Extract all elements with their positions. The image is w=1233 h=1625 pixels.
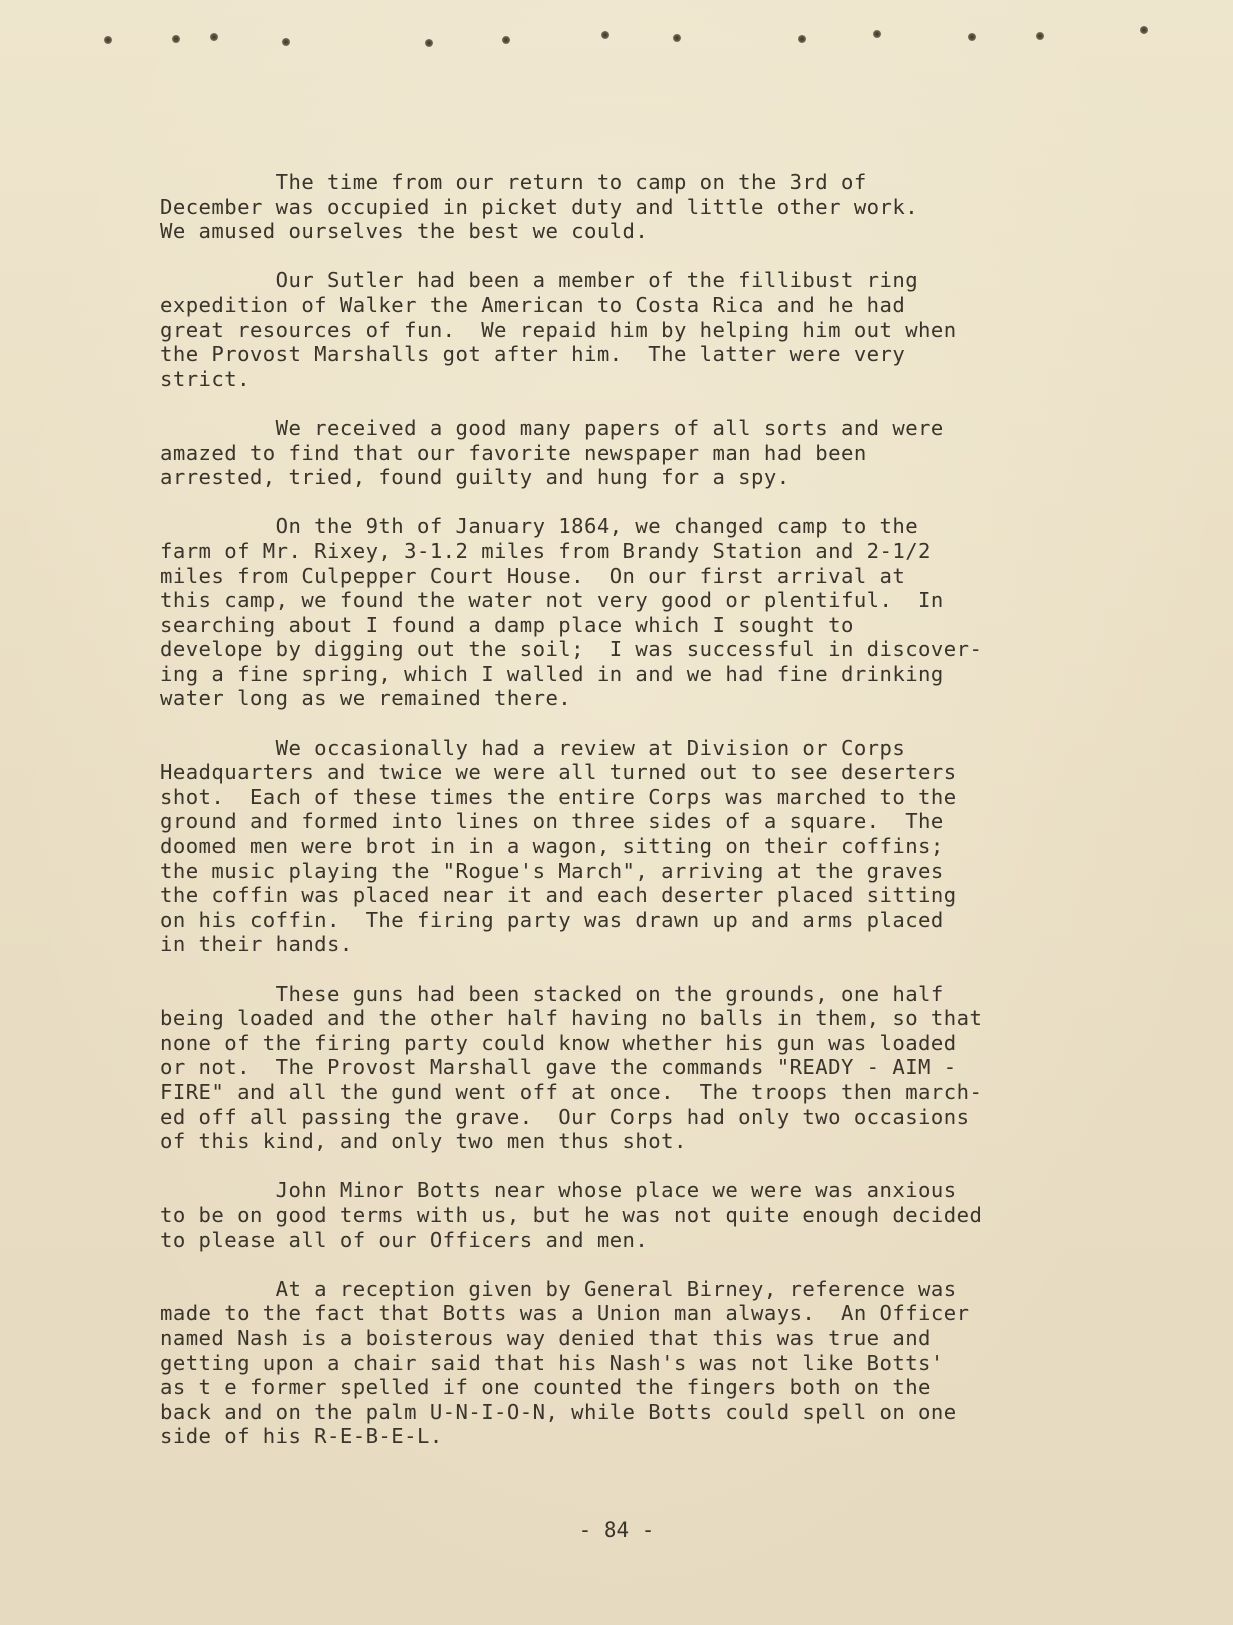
punch-hole [282,38,290,46]
text-line: this camp, we found the water not very good or plentiful. In [160,588,944,613]
punch-hole [104,36,112,44]
text-line: doomed men were brot in in a wagon, sitting on their coffins; [160,834,944,859]
punch-hole [798,35,806,43]
punch-hole [172,35,180,43]
text-line: shot. Each of these times the entire Corps was marched to the [160,784,957,809]
punch-hole [1036,32,1044,40]
text-line: Our Sutler had been a member of the fillibust ring [160,268,919,293]
text-line: or not. The Provost Marshall gave the commands "READY - AIM - [160,1055,957,1080]
punch-hole [873,30,881,38]
text-line: none of the firing party could know whether his gun was loaded [160,1030,957,1055]
text-line: of this kind, and only two men thus shot. [160,1129,687,1154]
text-line: The time from our return to camp on the 3rd of [160,170,867,194]
text-line: Headquarters and twice we were all turned out to see deserters [160,760,957,785]
text-line: On the 9th of January 1864, we changed camp to the [160,514,919,539]
text-line: side of his R-E-B-E-L. [160,1424,443,1449]
text-line: farm of Mr. Rixey, 3-1.2 miles from Brandy Station and 2-1/2 [160,538,931,563]
text-line: amazed to find that our favorite newspaper man had been [160,440,867,465]
text-line: strict. [160,366,250,391]
punch-hole [1140,26,1148,34]
paragraph [160,170,1120,244]
paragraph [160,1277,1120,1449]
text-line: being loaded and the other half having no balls in them, so that [160,1006,983,1031]
text-line: as t e former spelled if one counted the fingers both on the [160,1375,931,1400]
punch-hole [673,34,681,42]
text-line: getting upon a chair said that his Nash's was not like Botts' [160,1350,944,1375]
paragraph [160,268,1120,391]
text-line: John Minor Botts near whose place we were was anxious [160,1178,957,1203]
text-line: We occasionally had a review at Division or Corps [160,735,906,760]
text-line: expedition of Walker the American to Costa Rica and he had [160,292,906,317]
text-line: the music playing the "Rogue's March", arriving at the graves [160,858,944,883]
punch-hole [502,36,510,44]
text-line: great resources of fun. We repaid him by helping him out when [160,317,957,342]
text-line: on his coffin. The firing party was drawn up and arms placed [160,907,944,932]
text-line: miles from Culpepper Court House. On our first arrival at [160,563,906,588]
text-line: in their hands. [160,932,353,957]
text-line: searching about I found a damp place which I sought to [160,612,854,637]
punch-hole [601,31,609,39]
typed-text [160,170,1120,1473]
text-line: We received a good many papers of all sorts and were [160,415,944,440]
paragraph [160,982,1120,1154]
text-line: develope by digging out the soil; I was successful in discover- [160,637,983,662]
punch-hole [968,33,976,41]
text-line: made to the fact that Botts was a Union man always. An Officer [160,1301,970,1326]
text-line: At a reception given by General Birney, reference was [160,1276,957,1301]
text-line: ed off all passing the grave. Our Corps had only two occasions [160,1104,970,1129]
text-line: named Nash is a boisterous way denied that this was true and [160,1325,931,1350]
text-line: arrested, tried, found guilty and hung for a spy. [160,465,790,490]
text-line: ing a fine spring, which I walled in and we had fine drinking [160,661,944,686]
paragraph [160,1178,1120,1252]
paragraph [160,514,1120,711]
text-line: to be on good terms with us, but he was not quite enough decided [160,1202,983,1227]
text-line: December was occupied in picket duty and little other work. [160,194,919,219]
text-line: These guns had been stacked on the grounds, one half [160,981,944,1006]
paragraph [160,736,1120,957]
text-line: to please all of our Officers and men. [160,1227,649,1252]
text-line: the Provost Marshalls got after him. The latter were very [160,342,906,367]
text-line: back and on the palm U-N-I-O-N, while Botts could spell on one [160,1399,957,1424]
text-line: the coffin was placed near it and each deserter placed sitting [160,883,957,908]
punch-hole [210,33,218,41]
text-line: We amused ourselves the best we could. [160,219,649,244]
text-line: ground and formed into lines on three sides of a square. The [160,809,944,834]
paragraph [160,416,1120,490]
text-line: water long as we remained there. [160,686,572,711]
punch-hole [425,39,433,47]
punch-holes [0,0,1233,80]
page-number: - 84 - [578,1518,655,1542]
text-line: FIRE" and all the gund went off at once. The troops then march- [160,1079,983,1104]
